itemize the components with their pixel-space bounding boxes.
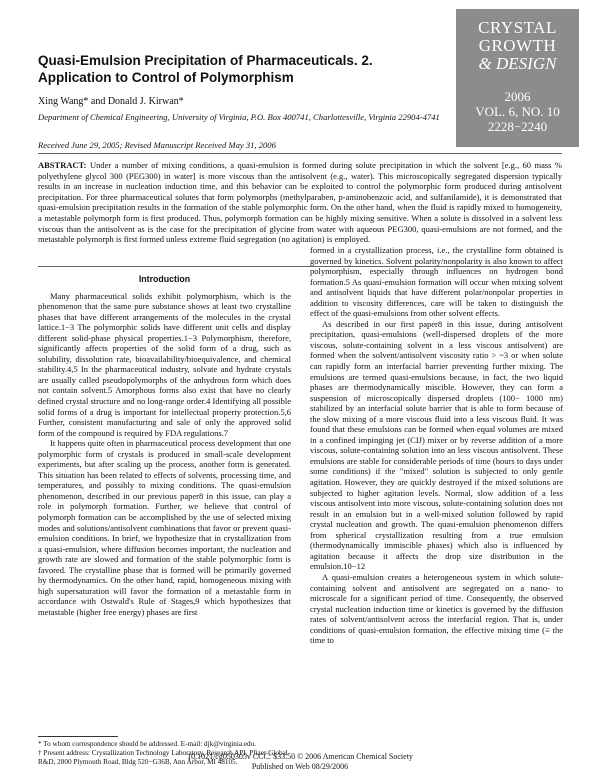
journal-name-line2: GROWTH xyxy=(478,36,557,55)
journal-year: 2006 xyxy=(504,89,531,104)
column-left xyxy=(38,274,291,618)
abstract-text: Under a number of mixing conditions, a quasi-emulsion is formed during solute precipitation in which the solvent [e.g., 60 mass % polyethylene glycol 300 (PEG300) in water] is more viscous than the antisolvent (e.g., water). This microscopically segregated dispersion typically results in an increase in nucleation induction time, and this behavior can be exploited to control the polymorphic form produced during antisolvent precipitation. For three pharmaceutical solutes that form polymorphs (methylparaben, p-aminobenzoic acid, and sulfanilamide), it is demonstrated that quasi-emulsion precipitation results in the formation of the stable polymorphic form. On the other hand, when the fluid is rapidly mixed to homogeneity, a metastable polymorph form is first produced. Thus, polymorph formation can be highly mixing sensitive. When a solute is dissolved in a solvent less viscous than the antisolvent as is the case for the precipitation of glycine from water with aqueous PEG300, quasi-emulsions are not formed, and the metastable polymorph is first formed unless extreme fluid segregation (no agitation) is employed. xyxy=(38,160,562,245)
abstract-label: ABSTRACT: xyxy=(38,160,87,170)
footnote-corresponding: * To whom correspondence should be addressed. E-mail: djk@virginia.edu. xyxy=(38,740,257,748)
received-dates: Received June 29, 2005; Revised Manuscript Received May 31, 2006 xyxy=(38,140,276,150)
article-title: Quasi-Emulsion Precipitation of Pharmaceuticals. 2. Application to Control of Polymorphism xyxy=(38,53,373,85)
column-right xyxy=(310,245,563,646)
abstract xyxy=(38,160,562,245)
journal-name-line1: CRYSTAL xyxy=(478,18,557,37)
body-paragraph: formed in a crystallization process, i.e., the crystalline form obtained is governed by kinetics. Solvent polarity/nonpolarity is also known to affect polymorphism, especially through influences on hydrogen bond formation.5 As quasi-emulsion formation will occur when mixing solvent and antisolvent liquids that have different polar/nonpolar properties in addition to viscosity differences, care will be taken to distinguish the effect of the quasi-emulsions from other solvent effects. xyxy=(310,245,563,319)
journal-volume: VOL. 6, NO. 10 xyxy=(475,104,560,119)
body-paragraph: Many pharmaceutical solids exhibit polymorphism, which is the phenomenon that the same pure substance shows at least two crystalline phases that have different arrangements of the molecules in the crystal lattice.1−3 The polymorphic solids have different unit cells and display different solid-phase physical properties.1−3 Polymorphism, therefore, significantly affects properties of the solid form of a drug, such as solubility, dissolution rate, bioavailability/bioequivalence, and chemical stability.4,5 In the pharmaceutical industry, solvate and hydrate crystals are usually called pseudopolymorphs of the anhydrous form which does not contain solvent.5 Amorphous forms also exist that have no clearly defined crystal structure and no long-range order.4 Identifying all possible solid forms of a drug is important for intellectual property protection.5,6 Further, consistent manufacturing and sale of only the approved solid form of the compound is required by FDA regulations.7 xyxy=(38,290,291,438)
page-footer xyxy=(0,752,600,772)
body-paragraph: A quasi-emulsion creates a heterogeneous system in which solute-containing solvent and antisolvent are segregated on a nano- to microscale for a significant period of time. Consequently, the observed crystal nucleation induction time or kinetics is governed by the diffusion rates of solvent/antisolvent across the interfacial region. That is, under conditions of quasi-emulsion formation, the effective mixing time (≡ the time to xyxy=(310,571,563,646)
footer-doi: 10.1021/cg050305v CCC: $33.50 © 2006 American Chemical Society xyxy=(187,752,413,761)
footnote-present-address: † Present address: Crystallization Technology Laboratory, Research API, Pfizer Global R&D, 2800 Plymouth Road, Bldg 520−G36B, Ann Arbor, MI 48105. xyxy=(38,749,288,766)
journal-banner xyxy=(456,9,579,147)
section-heading-introduction: Introduction xyxy=(138,274,191,284)
body-paragraph: As described in our first paper8 in this issue, during antisolvent precipitation, quasi-emulsions (well-dispersed droplets of the more viscous, solute-containing solvent in a less viscous antisolvent) are formed when the solvent/antisolvent viscosity ratio > ~3 or when solute can rapidly form an interfacial barrier preventing further mixing. The emulsions are termed quasi-emulsions because, in fact, the two liquid phases are thermodynamically miscible. However, they can form a suspension of microscopically dispersed droplets (100− 1000 nm) stabilized by an interfacial solute barrier that is able to form because of the slow mixing of a more viscous fluid into a less viscous fluid. It was found that these emulsions can be formed when equal volumes are mixed in a confined impinging jet (CIJ) mixer or by reverse addition of a more viscous, solute-containing solution into an less viscous antisolvent. These emulsions are stable for considerable periods of time (hours to days under some conditions) if the "mixed" solution is subjected to only gentle agitation. However, they are quickly destroyed if the mixed solutions are subjected to higher agitation levels. Normal, slow addition of a less viscous antisolvent into more viscous, solute-containing solution does not result in an emulsion but in a well-mixed solution followed by rapid crystal nucleation and growth. The quasi-emulsion phenomenon differs from spherical crystallization resulting from a true emulsion (thermodynamically immiscible phases) which also is influenced by agitation because it affects the drop size distribution in the emulsion.10−12 xyxy=(310,318,563,572)
article-authors: Xing Wang* and Donald J. Kirwan* xyxy=(38,96,184,107)
divider-top xyxy=(38,153,562,154)
journal-pages: 2228−2240 xyxy=(487,119,548,134)
article-affiliation: Department of Chemical Engineering, University of Virginia, P.O. Box 400741, Charlottesville, Virginia 22904-4741 xyxy=(38,112,440,122)
body-paragraph: It happens quite often in pharmaceutical process development that one polymorphic form of crystals is produced in small-scale development experiments, but after scaling up the process, another form is generated. This situation has been related to effects of solvents, processing time, and temperatures, and possibly to mixing conditions. The quasi-emulsion phenomenon, described in our previous paper8 in this issue, can play a role in polymorph formation. Further, we believe that control of polymorph formation can be accomplished by the use of selected mixing modes and solutions/antisolvent combinations that favor or prevent quasi-emulsion conditions. In brief, we hypothesize that in crystallization from a quasi-emulsion, where diffusion becomes important, the nucleation and growth rate are slowed and formation of the stable polymorphic form is favored. The crystalline phase that is formed will be primarily governed by thermodynamics. On the other hand, rapid, homogeneous mixing with high supersaturation will favor the formation of a metastable form in accordance with Ostwald's Rule of Stages,9 which hypothesizes that metastable (higher free energy) phases are first xyxy=(38,438,291,617)
journal-name-line3: & DESIGN xyxy=(478,54,557,73)
footer-published: Published on Web 08/29/2006 xyxy=(251,762,349,771)
footnote-divider xyxy=(38,736,118,737)
